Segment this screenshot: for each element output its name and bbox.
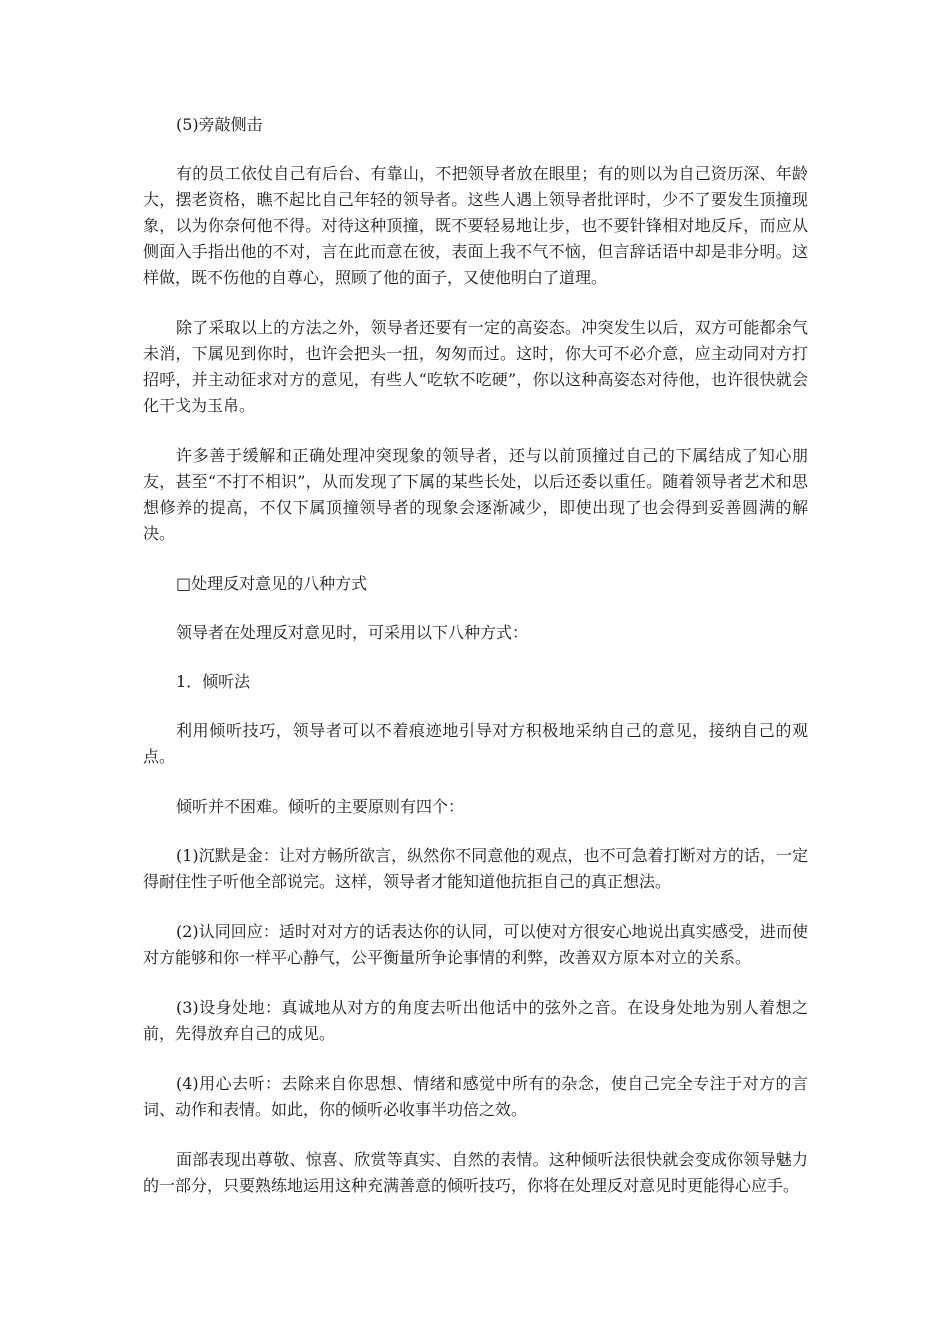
list-item-agreement: (2)认同回应：适时对对方的话表达你的认同，可以使对方很安心地说出真实感受，进而使对方能够和你一样平心静气，公平衡量所争论事情的利弊，改善双方原本对立的关系。: [143, 922, 808, 967]
section-heading-eight-methods: □处理反对意见的八种方式: [176, 574, 368, 593]
paragraph-employee-confrontation: 有的员工依仗自己有后台、有靠山，不把领导者放在眼里；有的则以为自己资历深、年龄大，摆老资格，瞧不起比自己年轻的领导者。这些人遇上领导者批评时，少不了要发生顶撞现象，以为你奈何他不得。对待这种顶撞，既不要轻易地让步，也不要针锋相对地反斥，而应从侧面入手指出他的不对，言在此而意在彼，表面上我不气不恼，但言辞话语中却是非分明。这样做，既不伤他的自尊心，照顾了他的面子，又使他明白了道理。: [143, 164, 808, 287]
paragraph-listening-principles: 倾听并不困难。倾听的主要原则有四个：: [176, 797, 465, 816]
document-body: [143, 112, 808, 1223]
subheading-listening-method: 1．倾听法: [176, 672, 251, 691]
list-item-attentive-listening: (4)用心去听：去除来自你思想、情绪和感觉中所有的杂念，使自己完全专注于对方的言词、动作和表情。如此，你的倾听必收事半功倍之效。: [143, 1074, 808, 1119]
paragraph-listening-skill: 利用倾听技巧，领导者可以不着痕迹地引导对方积极地采纳自己的意见，接纳自己的观点。: [143, 721, 808, 766]
paragraph-resolving-conflict: 许多善于缓解和正确处理冲突现象的领导者，还与以前顶撞过自己的下属结成了知心朋友，甚至“不打不相识”，从而发现了下属的某些长处，以后还委以重任。随着领导者艺术和思想修养的提高，不仅下属顶撞领导者的现象会逐渐减少，即使出现了也会得到妥善圆满的解决。: [143, 446, 808, 543]
list-item-silence: (1)沉默是金：让对方畅所欲言，纵然你不同意他的观点，也不可急着打断对方的话，一定得耐住性子听他全部说完。这样，领导者才能知道他抗拒自己的真正想法。: [143, 846, 808, 891]
paragraph-high-posture: 除了采取以上的方法之外，领导者还要有一定的高姿态。冲突发生以后，双方可能都余气未消，下属见到你时，也许会把头一扭，匆匆而过。这时，你大可不必介意，应主动同对方打招呼，并主动征求对方的意见，有些人“吃软不吃硬”，你以这种高姿态对待他，也许很快就会化干戈为玉帛。: [143, 318, 808, 415]
section-heading-side-attack: (5)旁敲侧击: [176, 115, 263, 134]
list-item-empathy: (3)设身处地：真诚地从对方的角度去听出他话中的弦外之音。在设身处地为别人着想之前，先得放弃自己的成见。: [143, 998, 808, 1043]
paragraph-facial-expression: 面部表现出尊敬、惊喜、欣赏等真实、自然的表情。这种倾听法很快就会变成你领导魅力的一部分，只要熟练地运用这种充满善意的倾听技巧，你将在处理反对意见时更能得心应手。: [143, 1150, 808, 1195]
paragraph-methods-intro: 领导者在处理反对意见时，可采用以下八种方式：: [176, 623, 529, 642]
